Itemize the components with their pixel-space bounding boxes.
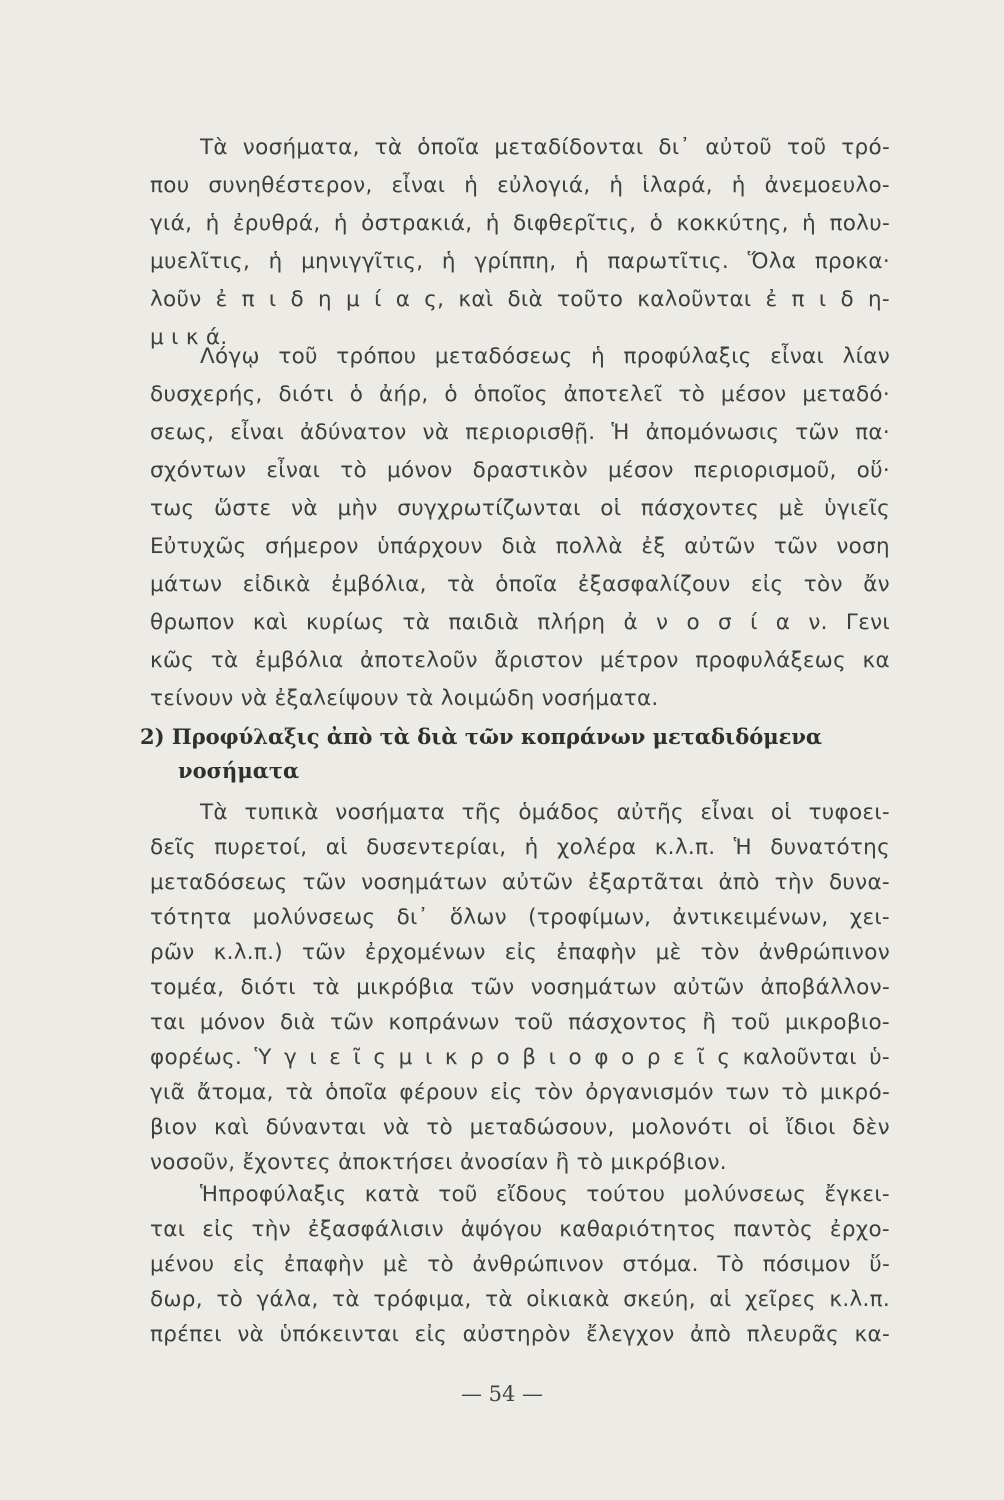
text-line: βιον καὶ δύνανται νὰ τὸ μεταδώσουν, μολονότι οἱ ἴδιοι δὲν	[150, 1115, 890, 1140]
text-line: τείνουν νὰ ἐξαλείψουν τὰ λοιμώδη νοσήματα.	[150, 686, 659, 711]
text-line: κῶς τὰ ἐμβόλια ἀποτελοῦν ἄριστον μέτρον προφυλάξεως κα	[150, 648, 890, 673]
text-line: μεταδόσεως τῶν νοσημάτων αὐτῶν ἐξαρτᾶται ἀπὸ τὴν δυνα-	[150, 870, 890, 895]
text-line: φορέως. Ὑ γ ι ε ῖ ς μ ι κ ρ ο β ι ο φ ο ρ ε ῖ ς καλοῦνται ὑ-	[150, 1045, 890, 1070]
text-line: δωρ, τὸ γάλα, τὰ τρόφιμα, τὰ οἰκιακὰ σκεύη, αἱ χεῖρες κ.λ.π.	[150, 1287, 890, 1312]
text-line: νοσοῦν, ἔχοντες ἀποκτήσει ἀνοσίαν ἢ τὸ μικρόβιον.	[150, 1150, 727, 1175]
text-line: Τὰ νοσήματα, τὰ ὁποῖα μεταδίδονται δι᾽ αὐτοῦ τοῦ τρό-	[200, 135, 890, 160]
text-line: Εὐτυχῶς σήμερον ὑπάρχουν διὰ πολλὰ ἐξ αὐτῶν τῶν νοση	[150, 534, 890, 559]
section-heading: 2) Προφύλαξις ἀπὸ τὰ διὰ τῶν κοπράνων μεταδιδόμενα	[140, 724, 823, 749]
text-line: μάτων εἰδικὰ ἐμβόλια, τὰ ὁποῖα ἐξασφαλίζουν εἰς τὸν ἄν	[150, 572, 890, 597]
text-line: τότητα μολύνσεως δι᾽ ὅλων (τροφίμων, ἀντικειμένων, χει-	[150, 905, 890, 930]
text-line: σχόντων εἶναι τὸ μόνον δραστικὸν μέσον περιορισμοῦ, οὕ·	[150, 458, 890, 483]
text-line: μένου εἰς ἐπαφὴν μὲ τὸ ἀνθρώπινον στόμα. Τὸ πόσιμον ὕ-	[150, 1252, 890, 1277]
text-line: Ἡπροφύλαξις κατὰ τοῦ εἴδους τούτου μολύνσεως ἔγκει-	[200, 1182, 890, 1207]
text-line: πρέπει νὰ ὑπόκεινται εἰς αὐστηρὸν ἔλεγχον ἀπὸ πλευρᾶς κα-	[150, 1322, 890, 1347]
text-line: ρῶν κ.λ.π.) τῶν ἐρχομένων εἰς ἐπαφὴν μὲ τὸν ἀνθρώπινον	[150, 940, 890, 965]
text-line: μυελῖτις, ἡ μηνιγγῖτις, ἡ γρίππη, ἡ παρωτῖτις. Ὅλα προκα·	[150, 249, 890, 274]
text-line: ται εἰς τὴν ἐξασφάλισιν ἀψόγου καθαριότητος παντὸς ἐρχο-	[150, 1217, 890, 1242]
text-line: δεῖς πυρετοί, αἱ δυσεντερίαι, ἡ χολέρα κ.λ.π. Ἡ δυνατότης	[150, 835, 890, 860]
text-line: δυσχερής, διότι ὁ ἀήρ, ὁ ὁποῖος ἀποτελεῖ τὸ μέσον μεταδό·	[150, 382, 890, 407]
text-line: ται μόνον διὰ τῶν κοπράνων τοῦ πάσχοντος ἢ τοῦ μικροβιο-	[150, 1010, 890, 1035]
text-line: μ ι κ ά.	[150, 325, 228, 350]
text-line: γιᾶ ἄτομα, τὰ ὁποῖα φέρουν εἰς τὸν ὀργανισμόν των τὸ μικρό-	[150, 1080, 890, 1105]
text-line: Λόγῳ τοῦ τρόπου μεταδόσεως ἡ προφύλαξις εἶναι λίαν	[200, 344, 890, 369]
page-number: — 54 —	[460, 1382, 544, 1406]
text-line: που συνηθέστερον, εἶναι ἡ εὐλογιά, ἡ ἱλαρά, ἡ ἀνεμοευλο-	[150, 173, 890, 198]
text-line: Τὰ τυπικὰ νοσήματα τῆς ὁμάδος αὐτῆς εἶναι οἱ τυφοει-	[200, 800, 890, 825]
text-line: θρωπον καὶ κυρίως τὰ παιδιὰ πλήρη ἀ ν ο σ ί α ν. Γενι	[150, 610, 890, 635]
section-heading-continuation: νοσήματα	[178, 758, 300, 783]
text-line: τομέα, διότι τὰ μικρόβια τῶν νοσημάτων αὐτῶν ἀποβάλλον-	[150, 975, 890, 1000]
text-line: λοῦν ἐ π ι δ η μ ί α ς, καὶ διὰ τοῦτο καλοῦνται ἐ π ι δ η-	[150, 287, 890, 312]
text-line: γιά, ἡ ἐρυθρά, ἡ ὀστρακιά, ἡ διφθερῖτις, ὁ κοκκύτης, ἡ πολυ-	[150, 211, 890, 236]
text-line: τως ὥστε νὰ μὴν συγχρωτίζωνται οἱ πάσχοντες μὲ ὑγιεῖς	[150, 496, 890, 521]
text-line: σεως, εἶναι ἀδύνατον νὰ περιορισθῇ. Ἡ ἀπομόνωσις τῶν πα·	[150, 420, 890, 445]
